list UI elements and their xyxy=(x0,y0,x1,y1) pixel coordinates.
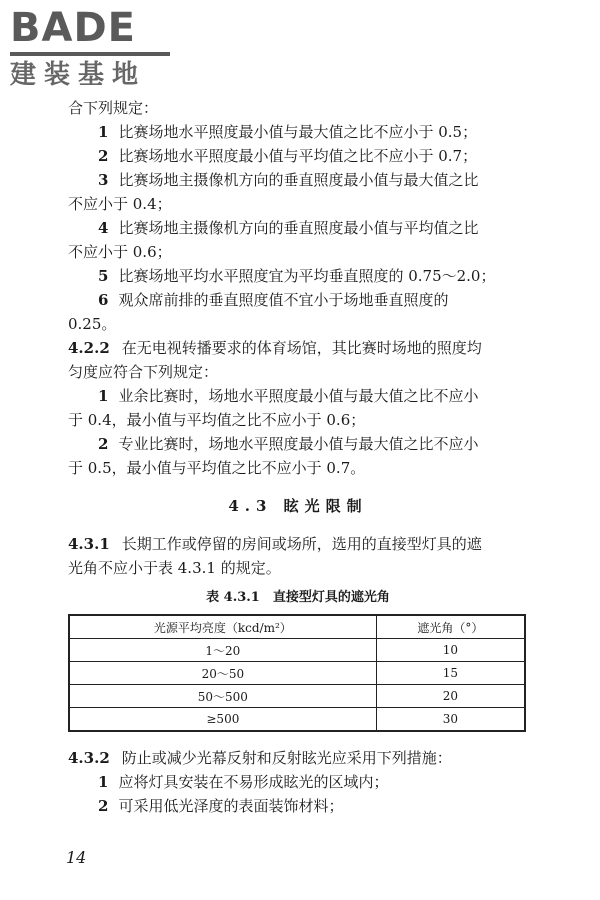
clause-text: 长期工作或停留的房间或场所，选用的直接型灯具的遮 xyxy=(121,535,482,553)
table-header-row xyxy=(69,615,525,639)
page-content xyxy=(68,96,528,818)
clause-number: 4.2.2 xyxy=(68,339,110,357)
table-cell: 20 xyxy=(376,685,525,708)
clause-text: 防止或减少光幕反射和反射眩光应采用下列措施： xyxy=(121,749,452,767)
item-number: 3 xyxy=(98,171,109,189)
item-text: 专业比赛时，场地水平照度最小值与最大值之比不应小 xyxy=(118,435,479,453)
table-header-cell: 遮光角（°） xyxy=(376,615,525,639)
item-continuation: 0.25。 xyxy=(68,315,117,333)
clause-continuation: 光角不应小于表 4.3.1 的规定。 xyxy=(68,559,281,577)
list-item xyxy=(68,264,528,288)
logo-main-text: BADE xyxy=(10,5,136,51)
table-row xyxy=(69,708,525,732)
clause-4-3-1 xyxy=(68,532,528,556)
table-row xyxy=(69,639,525,662)
item-number: 1 xyxy=(98,123,109,141)
item-number: 1 xyxy=(98,773,109,791)
item-continuation: 于 0.5，最小值与平均值之比不应小于 0.7。 xyxy=(68,459,366,477)
item-number: 2 xyxy=(98,797,109,815)
item-text: 比赛场地主摄像机方向的垂直照度最小值与最大值之比 xyxy=(118,171,479,189)
table-cell: 1～20 xyxy=(69,639,376,662)
list-item xyxy=(68,288,528,312)
clause-continuation: 匀度应符合下列规定： xyxy=(68,363,219,381)
item-number: 2 xyxy=(98,147,109,165)
table-cell: 50～500 xyxy=(69,685,376,708)
item-number: 6 xyxy=(98,291,109,309)
list-item xyxy=(68,794,528,818)
logo-underline xyxy=(10,52,170,56)
logo-sub-text: 建装基地 xyxy=(10,60,147,90)
list-item xyxy=(68,384,528,408)
table-header-cell: 光源平均亮度（kcd/m²） xyxy=(69,615,376,639)
list-item xyxy=(68,216,528,240)
item-text: 比赛场地平均水平照度宜为平均垂直照度的 0.75～2.0； xyxy=(118,267,496,285)
clause-number: 4.3.2 xyxy=(68,749,110,767)
item-continuation: 不应小于 0.4； xyxy=(68,195,172,213)
item-text: 比赛场地水平照度最小值与最大值之比不应小于 0.5； xyxy=(118,123,478,141)
item-number: 4 xyxy=(98,219,109,237)
item-continuation: 不应小于 0.6； xyxy=(68,243,172,261)
list-item xyxy=(68,120,528,144)
clause-4-3-2 xyxy=(68,746,528,770)
clause-4-2-2 xyxy=(68,336,528,360)
page-number: 14 xyxy=(66,848,87,867)
table-cell: 10 xyxy=(376,639,525,662)
item-text: 观众席前排的垂直照度值不宜小于场地垂直照度的 xyxy=(118,291,449,309)
item-number: 2 xyxy=(98,435,109,453)
table-cell: 20～50 xyxy=(69,662,376,685)
item-number: 5 xyxy=(98,267,109,285)
list-item xyxy=(68,168,528,192)
table-cell: 30 xyxy=(376,708,525,732)
item-text: 业余比赛时，场地水平照度最小值与最大值之比不应小 xyxy=(118,387,479,405)
item-continuation: 于 0.4，最小值与平均值之比不应小于 0.6； xyxy=(68,411,366,429)
section-title: 4.3 眩光限制 xyxy=(228,497,368,515)
list-item xyxy=(68,432,528,456)
item-number: 1 xyxy=(98,387,109,405)
item-text: 可采用低光泽度的表面装饰材料； xyxy=(118,797,344,815)
list-item xyxy=(68,144,528,168)
table-row xyxy=(69,662,525,685)
item-text: 应将灯具安装在不易形成眩光的区域内； xyxy=(118,773,389,791)
item-text: 比赛场地主摄像机方向的垂直照度最小值与平均值之比 xyxy=(118,219,479,237)
table-row xyxy=(69,685,525,708)
logo xyxy=(10,6,180,90)
table-title: 表 4.3.1 直接型灯具的遮光角 xyxy=(206,590,390,605)
list-item xyxy=(68,770,528,794)
item-text: 比赛场地水平照度最小值与平均值之比不应小于 0.7； xyxy=(118,147,478,165)
table-cell: 15 xyxy=(376,662,525,685)
clause-number: 4.3.1 xyxy=(68,535,110,553)
clause-text: 在无电视转播要求的体育场馆，其比赛时场地的照度均 xyxy=(121,339,482,357)
table-cell: ≥500 xyxy=(69,708,376,732)
paragraph-line: 合下列规定： xyxy=(68,99,159,117)
shielding-angle-table xyxy=(68,614,526,732)
